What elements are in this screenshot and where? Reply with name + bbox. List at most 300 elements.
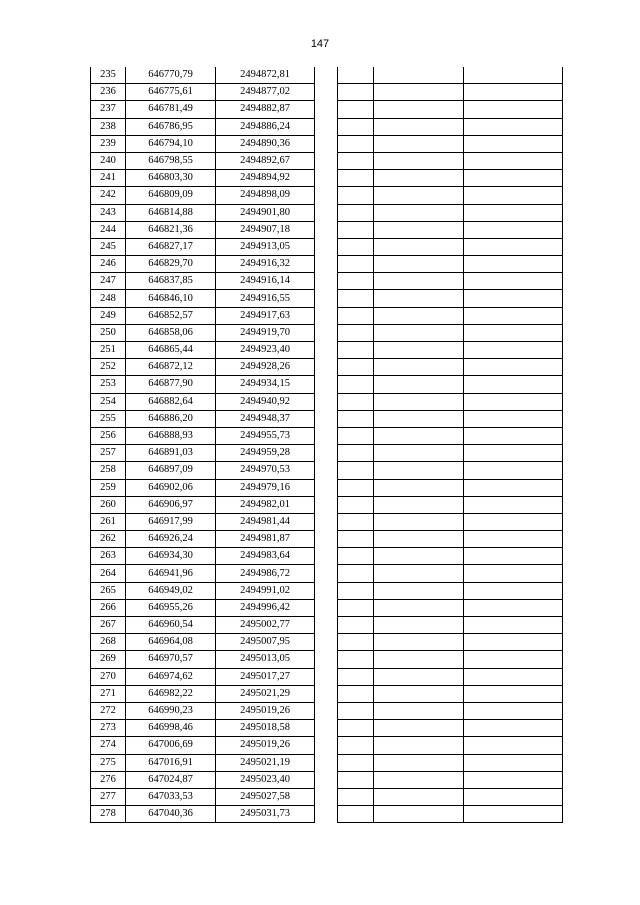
point-number-cell: 245 [91,238,126,255]
empty-cell [464,359,563,376]
table-row [91,410,315,427]
empty-cell [464,479,563,496]
empty-coordinates-table [337,67,563,823]
y-coordinate-cell: 2494948,37 [216,410,315,427]
empty-cell [338,427,374,444]
table-row [91,668,315,685]
y-coordinate-cell: 2494940,92 [216,393,315,410]
table-row [91,617,315,634]
empty-cell [464,531,563,548]
point-number-cell: 257 [91,445,126,462]
empty-table-row [338,513,563,530]
x-coordinate-cell: 646964,08 [126,634,216,651]
empty-cell [464,720,563,737]
empty-cell [374,754,464,771]
y-coordinate-cell: 2494983,64 [216,548,315,565]
empty-cell [374,427,464,444]
y-coordinate-cell: 2495019,26 [216,702,315,719]
empty-table-row [338,617,563,634]
y-coordinate-cell: 2494919,70 [216,324,315,341]
empty-cell [464,651,563,668]
empty-cell [338,634,374,651]
point-number-cell: 248 [91,290,126,307]
y-coordinate-cell: 2494892,67 [216,152,315,169]
point-number-cell: 270 [91,668,126,685]
empty-cell [464,187,563,204]
empty-table-row [338,754,563,771]
empty-cell [374,204,464,221]
empty-cell [338,187,374,204]
point-number-cell: 278 [91,806,126,823]
empty-cell [338,170,374,187]
y-coordinate-cell: 2495031,73 [216,806,315,823]
empty-cell [338,685,374,702]
x-coordinate-cell: 646872,12 [126,359,216,376]
point-number-cell: 269 [91,651,126,668]
empty-cell [464,634,563,651]
empty-cell [464,101,563,118]
table-row [91,548,315,565]
point-number-cell: 242 [91,187,126,204]
empty-cell [464,410,563,427]
empty-cell [374,238,464,255]
empty-cell [374,651,464,668]
y-coordinate-cell: 2494917,63 [216,307,315,324]
x-coordinate-cell: 646786,95 [126,118,216,135]
empty-cell [374,170,464,187]
empty-cell [374,685,464,702]
empty-cell [464,617,563,634]
empty-table-row [338,187,563,204]
empty-cell [464,668,563,685]
point-number-cell: 276 [91,771,126,788]
x-coordinate-cell: 646827,17 [126,238,216,255]
empty-cell [464,204,563,221]
y-coordinate-cell: 2495027,58 [216,788,315,805]
y-coordinate-cell: 2494982,01 [216,496,315,513]
point-number-cell: 246 [91,256,126,273]
empty-cell [464,582,563,599]
empty-cell [338,462,374,479]
empty-table-row [338,479,563,496]
y-coordinate-cell: 2494901,80 [216,204,315,221]
empty-cell [464,737,563,754]
empty-cell [338,720,374,737]
x-coordinate-cell: 646877,90 [126,376,216,393]
empty-cell [464,67,563,84]
x-coordinate-cell: 646865,44 [126,342,216,359]
y-coordinate-cell: 2495021,19 [216,754,315,771]
empty-cell [464,290,563,307]
x-coordinate-cell: 646781,49 [126,101,216,118]
point-number-cell: 262 [91,531,126,548]
table-row [91,118,315,135]
point-number-cell: 260 [91,496,126,513]
empty-cell [464,324,563,341]
x-coordinate-cell: 646926,24 [126,531,216,548]
table-row [91,462,315,479]
empty-cell [338,788,374,805]
x-coordinate-cell: 646775,61 [126,84,216,101]
x-coordinate-cell: 646998,46 [126,720,216,737]
empty-cell [464,170,563,187]
empty-cell [338,290,374,307]
table-row [91,256,315,273]
y-coordinate-cell: 2494996,42 [216,599,315,616]
y-coordinate-cell: 2495002,77 [216,617,315,634]
empty-cell [374,634,464,651]
empty-cell [464,307,563,324]
table-row [91,152,315,169]
empty-table-row [338,393,563,410]
table-row [91,754,315,771]
point-number-cell: 277 [91,788,126,805]
point-number-cell: 271 [91,685,126,702]
empty-cell [464,754,563,771]
empty-table-row [338,290,563,307]
y-coordinate-cell: 2495019,26 [216,737,315,754]
table-row [91,771,315,788]
empty-cell [374,668,464,685]
empty-cell [374,376,464,393]
empty-cell [338,737,374,754]
point-number-cell: 241 [91,170,126,187]
empty-cell [338,496,374,513]
empty-cell [374,737,464,754]
table-row [91,204,315,221]
empty-table-row [338,685,563,702]
empty-table-row [338,702,563,719]
table-row [91,101,315,118]
y-coordinate-cell: 2494970,53 [216,462,315,479]
x-coordinate-cell: 646955,26 [126,599,216,616]
empty-cell [374,788,464,805]
y-coordinate-cell: 2494916,32 [216,256,315,273]
x-coordinate-cell: 647006,69 [126,737,216,754]
x-coordinate-cell: 646888,93 [126,427,216,444]
y-coordinate-cell: 2494890,36 [216,135,315,152]
point-number-cell: 254 [91,393,126,410]
table-row [91,806,315,823]
table-row [91,376,315,393]
empty-cell [374,273,464,290]
y-coordinate-cell: 2494894,92 [216,170,315,187]
empty-cell [374,152,464,169]
empty-cell [338,118,374,135]
empty-table-row [338,135,563,152]
empty-cell [374,599,464,616]
empty-table-row [338,118,563,135]
point-number-cell: 237 [91,101,126,118]
point-number-cell: 253 [91,376,126,393]
empty-table-row [338,651,563,668]
empty-table-row [338,531,563,548]
y-coordinate-cell: 2494882,87 [216,101,315,118]
empty-table-row [338,720,563,737]
empty-cell [338,256,374,273]
x-coordinate-cell: 646821,36 [126,221,216,238]
empty-cell [464,771,563,788]
empty-cell [338,101,374,118]
x-coordinate-cell: 646891,03 [126,445,216,462]
empty-cell [338,152,374,169]
empty-cell [464,221,563,238]
point-number-cell: 252 [91,359,126,376]
table-row [91,496,315,513]
y-coordinate-cell: 2494981,87 [216,531,315,548]
y-coordinate-cell: 2494916,55 [216,290,315,307]
empty-cell [464,152,563,169]
empty-cell [464,135,563,152]
empty-table-row [338,342,563,359]
empty-table-row [338,668,563,685]
empty-cell [374,135,464,152]
empty-cell [374,67,464,84]
point-number-cell: 243 [91,204,126,221]
x-coordinate-cell: 646858,06 [126,324,216,341]
empty-cell [338,668,374,685]
x-coordinate-cell: 646770,79 [126,67,216,84]
y-coordinate-cell: 2495017,27 [216,668,315,685]
y-coordinate-cell: 2494991,02 [216,582,315,599]
x-coordinate-cell: 647040,36 [126,806,216,823]
empty-cell [338,359,374,376]
point-number-cell: 267 [91,617,126,634]
empty-cell [374,702,464,719]
empty-cell [374,771,464,788]
point-number-cell: 238 [91,118,126,135]
table-row [91,599,315,616]
empty-table-row [338,307,563,324]
empty-cell [338,221,374,238]
empty-table-row [338,548,563,565]
empty-cell [464,118,563,135]
empty-cell [338,806,374,823]
table-row [91,324,315,341]
empty-cell [464,599,563,616]
table-row [91,187,315,204]
empty-cell [338,479,374,496]
point-number-cell: 244 [91,221,126,238]
table-row [91,135,315,152]
empty-table-row [338,599,563,616]
x-coordinate-cell: 647033,53 [126,788,216,805]
x-coordinate-cell: 646837,85 [126,273,216,290]
page-number: 147 [310,38,330,50]
x-coordinate-cell: 646949,02 [126,582,216,599]
table-row [91,84,315,101]
empty-cell [338,531,374,548]
table-row [91,634,315,651]
table-row [91,788,315,805]
point-number-cell: 272 [91,702,126,719]
x-coordinate-cell: 646990,23 [126,702,216,719]
empty-cell [464,376,563,393]
table-row [91,531,315,548]
table-row [91,445,315,462]
x-coordinate-cell: 647024,87 [126,771,216,788]
empty-cell [464,273,563,290]
x-coordinate-cell: 646882,64 [126,393,216,410]
table-row [91,170,315,187]
y-coordinate-cell: 2495018,58 [216,720,315,737]
empty-cell [338,376,374,393]
empty-cell [374,187,464,204]
empty-cell [374,221,464,238]
empty-cell [338,702,374,719]
empty-cell [374,445,464,462]
table-row [91,737,315,754]
empty-cell [464,462,563,479]
y-coordinate-cell: 2494877,02 [216,84,315,101]
y-coordinate-cell: 2494898,09 [216,187,315,204]
empty-table-row [338,376,563,393]
y-coordinate-cell: 2494872,81 [216,67,315,84]
table-row [91,290,315,307]
table-row [91,342,315,359]
empty-table-row [338,273,563,290]
empty-cell [464,496,563,513]
empty-table-row [338,737,563,754]
empty-cell [338,513,374,530]
point-number-cell: 255 [91,410,126,427]
empty-cell [464,565,563,582]
y-coordinate-cell: 2495021,29 [216,685,315,702]
empty-cell [374,101,464,118]
empty-cell [338,582,374,599]
empty-cell [338,565,374,582]
point-number-cell: 265 [91,582,126,599]
x-coordinate-cell: 646906,97 [126,496,216,513]
empty-table-row [338,410,563,427]
empty-table-row [338,445,563,462]
empty-cell [374,324,464,341]
point-number-cell: 263 [91,548,126,565]
empty-cell [338,67,374,84]
point-number-cell: 261 [91,513,126,530]
table-row [91,273,315,290]
empty-cell [464,84,563,101]
empty-cell [374,342,464,359]
empty-cell [374,479,464,496]
empty-cell [338,445,374,462]
point-number-cell: 235 [91,67,126,84]
y-coordinate-cell: 2494916,14 [216,273,315,290]
empty-cell [464,548,563,565]
empty-cell [374,582,464,599]
empty-cell [464,788,563,805]
empty-cell [338,135,374,152]
table-row [91,393,315,410]
empty-table-row [338,238,563,255]
table-row [91,702,315,719]
x-coordinate-cell: 646803,30 [126,170,216,187]
empty-cell [464,445,563,462]
table-row [91,238,315,255]
empty-table-row [338,582,563,599]
empty-cell [374,118,464,135]
x-coordinate-cell: 646798,55 [126,152,216,169]
empty-cell [338,238,374,255]
empty-cell [374,307,464,324]
point-number-cell: 275 [91,754,126,771]
empty-cell [338,754,374,771]
y-coordinate-cell: 2494981,44 [216,513,315,530]
empty-cell [464,685,563,702]
empty-cell [338,410,374,427]
empty-cell [374,720,464,737]
table-row [91,479,315,496]
y-coordinate-cell: 2495007,95 [216,634,315,651]
table-row [91,359,315,376]
y-coordinate-cell: 2494913,05 [216,238,315,255]
empty-table-row [338,462,563,479]
empty-cell [374,565,464,582]
point-number-cell: 256 [91,427,126,444]
x-coordinate-cell: 646829,70 [126,256,216,273]
empty-table-row [338,496,563,513]
x-coordinate-cell: 646852,57 [126,307,216,324]
table-row [91,67,315,84]
empty-cell [374,462,464,479]
y-coordinate-cell: 2494959,28 [216,445,315,462]
table-row [91,221,315,238]
x-coordinate-cell: 646974,62 [126,668,216,685]
y-coordinate-cell: 2495013,05 [216,651,315,668]
empty-table-row [338,634,563,651]
empty-table-row [338,152,563,169]
point-number-cell: 258 [91,462,126,479]
x-coordinate-cell: 646902,06 [126,479,216,496]
empty-cell [374,393,464,410]
y-coordinate-cell: 2494907,18 [216,221,315,238]
empty-table-row [338,84,563,101]
x-coordinate-cell: 646960,54 [126,617,216,634]
point-number-cell: 240 [91,152,126,169]
empty-cell [464,342,563,359]
x-coordinate-cell: 646897,09 [126,462,216,479]
x-coordinate-cell: 646934,30 [126,548,216,565]
empty-cell [464,256,563,273]
empty-cell [374,290,464,307]
y-coordinate-cell: 2494955,73 [216,427,315,444]
point-number-cell: 249 [91,307,126,324]
x-coordinate-cell: 646814,88 [126,204,216,221]
y-coordinate-cell: 2494934,15 [216,376,315,393]
table-row [91,427,315,444]
x-coordinate-cell: 646886,20 [126,410,216,427]
y-coordinate-cell: 2494928,26 [216,359,315,376]
empty-table-row [338,359,563,376]
empty-table-row [338,101,563,118]
x-coordinate-cell: 646941,96 [126,565,216,582]
empty-cell [338,617,374,634]
table-row [91,720,315,737]
table-row [91,685,315,702]
empty-table-row [338,221,563,238]
point-number-cell: 236 [91,84,126,101]
x-coordinate-cell: 646970,57 [126,651,216,668]
empty-cell [464,806,563,823]
empty-table-row [338,565,563,582]
empty-cell [464,513,563,530]
empty-cell [374,410,464,427]
empty-cell [338,599,374,616]
empty-cell [464,393,563,410]
empty-cell [464,427,563,444]
empty-cell [338,651,374,668]
x-coordinate-cell: 647016,91 [126,754,216,771]
